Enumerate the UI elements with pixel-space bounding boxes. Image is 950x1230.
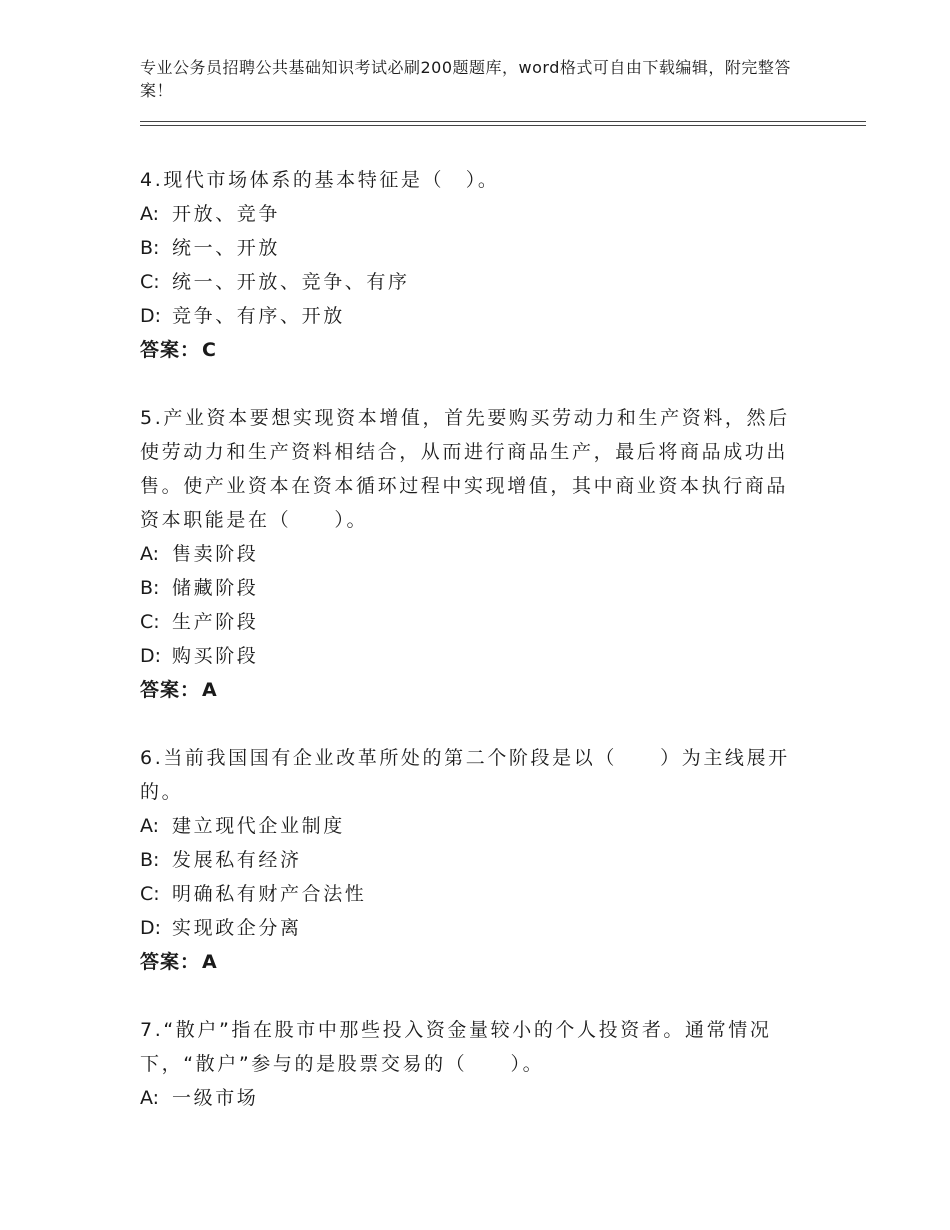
option-b <box>140 571 800 605</box>
question-6 <box>140 741 800 979</box>
option-letter: D: <box>140 305 162 327</box>
question-5 <box>140 401 800 707</box>
option-a <box>140 537 800 571</box>
answer-line <box>140 673 800 707</box>
option-letter: B: <box>140 237 160 259</box>
header-divider-bottom <box>140 125 866 126</box>
header-text: 专业公务员招聘公共基础知识考试必刷200题题库，word格式可自由下载编辑，附完整答案！ <box>140 58 791 100</box>
option-text: 开放、竞争 <box>172 203 281 225</box>
option-text: 明确私有财产合法性 <box>172 883 367 905</box>
answer-value: A <box>202 679 218 701</box>
answer-value: A <box>202 951 218 973</box>
page-header <box>140 56 810 102</box>
option-text: 竞争、有序、开放 <box>172 305 345 327</box>
option-text: 储藏阶段 <box>172 577 259 599</box>
question-stem: 5.产业资本要想实现资本增值，首先要购买劳动力和生产资料，然后使劳动力和生产资料相结合，从而进行商品生产，最后将商品成功出售。使产业资本在资本循环过程中实现增值，其中商业资本执行商品资本职能是在（ ）。 <box>140 407 790 531</box>
option-c <box>140 877 800 911</box>
option-letter: D: <box>140 645 162 667</box>
option-d <box>140 911 800 945</box>
option-text: 实现政企分离 <box>172 917 302 939</box>
option-letter: B: <box>140 849 160 871</box>
answer-line <box>140 945 800 979</box>
answer-label: 答案： <box>140 679 201 701</box>
option-text: 统一、开放 <box>172 237 281 259</box>
option-text: 统一、开放、竞争、有序 <box>172 271 410 293</box>
option-letter: B: <box>140 577 160 599</box>
option-text: 一级市场 <box>172 1087 259 1109</box>
option-d <box>140 639 800 673</box>
option-text: 购买阶段 <box>172 645 259 667</box>
option-c <box>140 605 800 639</box>
option-letter: C: <box>140 271 160 293</box>
question-stem: 4.现代市场体系的基本特征是（ ）。 <box>140 169 500 191</box>
answer-value: C <box>202 339 217 361</box>
question-4 <box>140 163 800 367</box>
answer-line <box>140 333 800 367</box>
option-c <box>140 265 800 299</box>
question-stem: 7.“散户”指在股市中那些投入资金量较小的个人投资者。通常情况下，“散户”参与的是股票交易的（ ）。 <box>140 1019 772 1075</box>
option-letter: A: <box>140 1087 160 1109</box>
option-text: 生产阶段 <box>172 611 259 633</box>
header-divider-top <box>140 121 866 122</box>
option-a <box>140 809 800 843</box>
answer-label: 答案： <box>140 339 201 361</box>
option-b <box>140 231 800 265</box>
option-letter: C: <box>140 883 160 905</box>
question-list <box>140 163 800 1149</box>
answer-label: 答案： <box>140 951 201 973</box>
question-stem: 6.当前我国国有企业改革所处的第二个阶段是以（ ）为主线展开的。 <box>140 747 790 803</box>
option-a <box>140 1081 800 1115</box>
option-letter: C: <box>140 611 160 633</box>
option-b <box>140 843 800 877</box>
option-d <box>140 299 800 333</box>
option-letter: A: <box>140 543 160 565</box>
option-a <box>140 197 800 231</box>
option-text: 发展私有经济 <box>172 849 302 871</box>
question-7 <box>140 1013 800 1115</box>
option-text: 建立现代企业制度 <box>172 815 345 837</box>
option-letter: A: <box>140 203 160 225</box>
option-text: 售卖阶段 <box>172 543 259 565</box>
option-letter: A: <box>140 815 160 837</box>
option-letter: D: <box>140 917 162 939</box>
